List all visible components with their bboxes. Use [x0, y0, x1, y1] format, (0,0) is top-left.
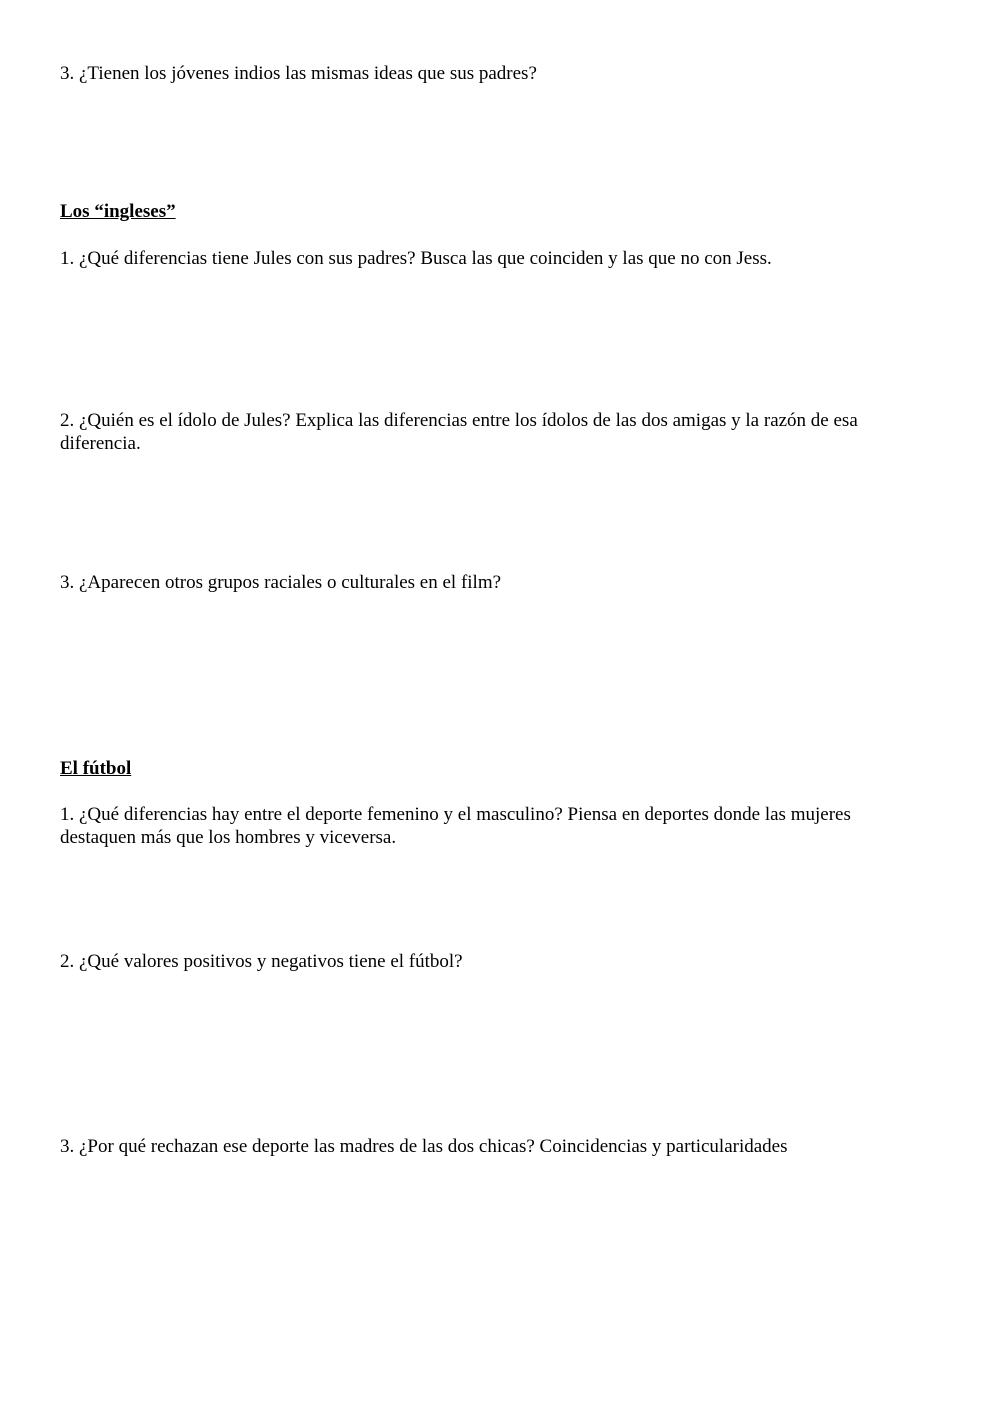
- question-ingleses-2: 2. ¿Quién es el ídolo de Jules? Explica las diferencias entre los ídolos de las dos amigas y la razón de esa diferencia.: [60, 410, 858, 454]
- section-heading-ingleses: Los “ingleses”: [60, 201, 176, 222]
- question-futbol-3: 3. ¿Por qué rechazan ese deporte las madres de las dos chicas? Coincidencias y particularidades: [60, 1136, 788, 1157]
- section-heading-futbol: El fútbol: [60, 758, 132, 779]
- question-futbol-1: 1. ¿Qué diferencias hay entre el deporte femenino y el masculino? Piensa en deportes donde las mujeres destaquen más que los hombres y viceversa.: [60, 804, 851, 848]
- question-ingleses-1: 1. ¿Qué diferencias tiene Jules con sus padres? Busca las que coinciden y las que no con Jess.: [60, 248, 772, 269]
- question-indios-3: 3. ¿Tienen los jóvenes indios las mismas ideas que sus padres?: [60, 63, 537, 84]
- question-futbol-2: 2. ¿Qué valores positivos y negativos tiene el fútbol?: [60, 951, 463, 972]
- question-ingleses-3: 3. ¿Aparecen otros grupos raciales o culturales en el film?: [60, 572, 502, 593]
